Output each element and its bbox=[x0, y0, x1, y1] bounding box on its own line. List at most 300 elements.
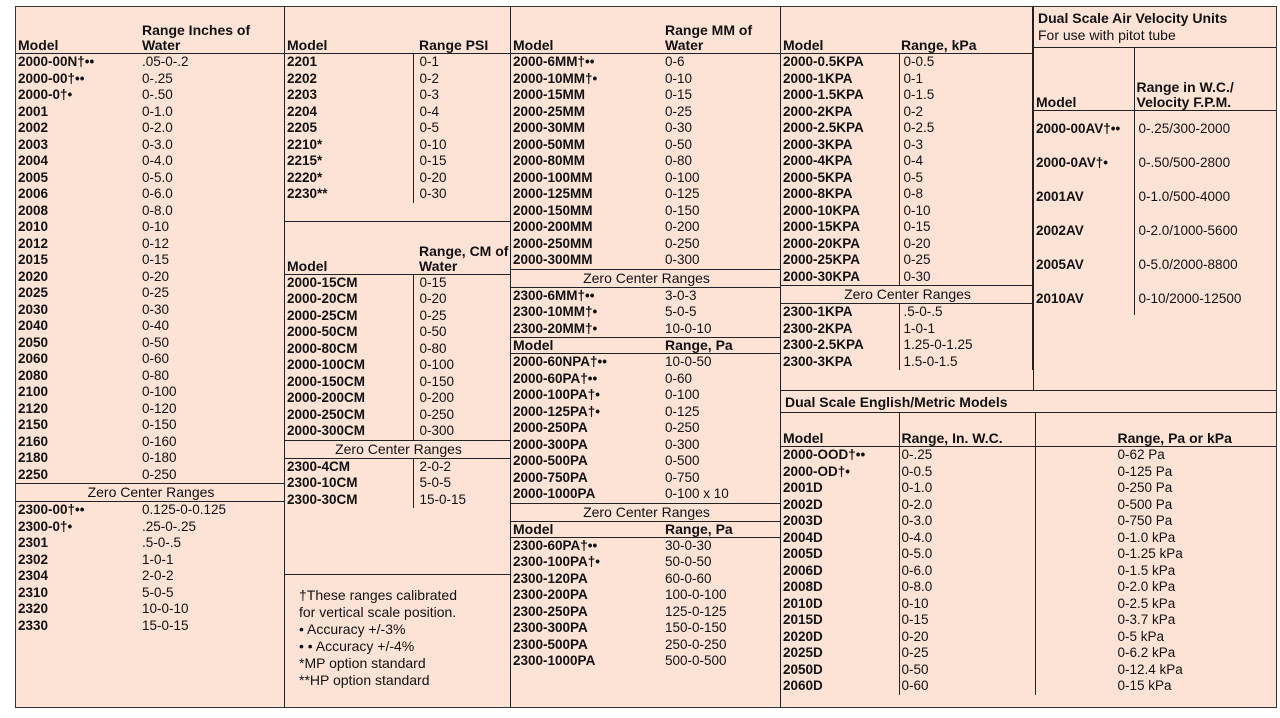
mm-pa-section bbox=[511, 7, 781, 707]
model-cell: 2006D bbox=[781, 563, 899, 580]
model-cell: 2100 bbox=[18, 384, 49, 399]
psi-cm-section bbox=[285, 7, 511, 707]
table-header bbox=[511, 7, 780, 54]
range-cell: 0-200 bbox=[419, 390, 455, 405]
model-cell: 2000-00N†•• bbox=[18, 54, 95, 69]
model-cell: 2000-30KPA bbox=[781, 269, 899, 286]
model-cell: 2005 bbox=[18, 169, 49, 185]
model-cell: 2000-20KPA bbox=[781, 236, 899, 253]
model-cell: 2002AV bbox=[1034, 213, 1134, 247]
model-cell: 2000-125PA†• bbox=[513, 403, 601, 419]
range-cell: 0-80 bbox=[665, 153, 693, 168]
model-cell: 2000-250CM bbox=[285, 407, 413, 424]
range-cell: 0-62 Pa bbox=[1117, 447, 1165, 462]
table-row bbox=[781, 252, 1033, 269]
model-cell: 2030 bbox=[18, 301, 49, 317]
range-cell: 0-1.5 bbox=[903, 87, 935, 102]
air-velocity-subtitle: For use with pitot tube bbox=[1034, 27, 1276, 48]
model-cell: 2040 bbox=[18, 318, 49, 333]
model-cell: 2180 bbox=[18, 450, 49, 465]
model-cell: 2000-1KPA bbox=[781, 71, 899, 88]
table-row bbox=[511, 104, 780, 121]
range-cell: 0-5.0 bbox=[899, 546, 1035, 563]
table-row bbox=[16, 467, 284, 484]
range-cell: 0-0.5 bbox=[899, 464, 1035, 481]
footnote: *MP option standard bbox=[299, 655, 426, 671]
model-cell: 2000-30MM bbox=[513, 120, 586, 135]
model-cell: 2000-250MM bbox=[513, 235, 593, 251]
range-cell: 0-6.0 bbox=[142, 186, 173, 201]
model-cell: 2204 bbox=[285, 104, 413, 121]
range-cell: 0-100 bbox=[665, 169, 700, 185]
model-cell: 2300-2KPA bbox=[781, 321, 899, 338]
model-cell: 2000-15KPA bbox=[781, 219, 899, 236]
table-row bbox=[781, 662, 1276, 679]
model-header: Model bbox=[511, 521, 663, 537]
table-row bbox=[781, 513, 1276, 530]
model-cell: 2215* bbox=[285, 153, 413, 170]
model-cell: 2080 bbox=[18, 367, 49, 383]
range-cell: 10-0-10 bbox=[142, 601, 189, 616]
model-cell: 2050D bbox=[781, 662, 899, 679]
table-row bbox=[16, 351, 284, 368]
range-cell: 0-3.7 kPa bbox=[1117, 612, 1176, 627]
table-row bbox=[511, 604, 780, 621]
model-cell: 2025 bbox=[18, 285, 49, 300]
range-cell: 0-.50 bbox=[142, 87, 173, 102]
table-row bbox=[16, 401, 284, 418]
range-cell: 0-10 bbox=[142, 219, 170, 234]
range-header: Range, Pa bbox=[663, 521, 780, 537]
range-cell: 0-15 bbox=[142, 252, 170, 267]
range-cell: 0-60 bbox=[899, 678, 1035, 695]
range-cell: 0-6.2 kPa bbox=[1117, 645, 1176, 660]
range-cell: .05-0-.2 bbox=[142, 54, 189, 69]
table-row bbox=[511, 252, 780, 269]
zero-center-label: Zero Center Ranges bbox=[511, 503, 780, 521]
range-cell: 0-1.0 bbox=[142, 103, 173, 119]
model-cell: 2000-50CM bbox=[285, 324, 413, 341]
range-cell: 0-4 bbox=[903, 153, 924, 168]
model-header: Model bbox=[16, 7, 128, 54]
range-header: Range, Pa bbox=[663, 338, 780, 354]
range-cell: 0-3 bbox=[903, 136, 924, 152]
model-cell: 2300-200PA bbox=[513, 587, 588, 602]
model-cell: 2010D bbox=[781, 596, 899, 613]
range-cell: 0-2.0 bbox=[142, 120, 173, 135]
table-row bbox=[781, 480, 1276, 497]
range-cell: 0-0.5 bbox=[903, 54, 935, 69]
table-row bbox=[511, 470, 780, 487]
range-cell: 0-5 bbox=[419, 120, 440, 135]
range-cell: 0-125 bbox=[665, 403, 700, 419]
table-row bbox=[16, 417, 284, 434]
range-cell: 0-3 bbox=[419, 87, 440, 102]
range-pa-header: Range, Pa or kPa bbox=[1035, 413, 1276, 447]
range-cell: 0-250 Pa bbox=[1117, 480, 1173, 495]
range-cell: 50-0-50 bbox=[665, 554, 712, 569]
model-cell: 2060D bbox=[781, 678, 899, 695]
range-cell: 0-10 bbox=[419, 136, 447, 152]
table-row bbox=[511, 387, 780, 404]
range-cell: 0-60 bbox=[142, 351, 170, 366]
range-cell: 30-0-30 bbox=[665, 537, 712, 553]
table-row bbox=[511, 71, 780, 88]
model-cell: 2000-1.5KPA bbox=[781, 87, 899, 104]
model-cell: 2000-25MM bbox=[513, 103, 586, 119]
model-cell: 2005AV bbox=[1034, 247, 1134, 281]
table-row bbox=[781, 269, 1033, 286]
model-cell: 2000-25CM bbox=[285, 308, 413, 325]
model-cell: 2000-300CM bbox=[285, 423, 413, 440]
table-row bbox=[781, 530, 1276, 547]
model-cell: 2301 bbox=[18, 535, 49, 550]
range-cell: 0-8.0 bbox=[142, 202, 173, 218]
footnote: **HP option standard bbox=[299, 672, 430, 688]
table-row bbox=[285, 423, 510, 440]
model-cell: 2000-100PA†• bbox=[513, 387, 601, 402]
model-cell: 2000-150MM bbox=[513, 202, 593, 218]
range-cell: 0-100 x 10 bbox=[665, 486, 729, 501]
model-cell: 2050 bbox=[18, 334, 49, 350]
model-cell: 2000-60PA†•• bbox=[513, 370, 598, 386]
model-header: Model bbox=[781, 7, 899, 54]
table-row bbox=[285, 458, 510, 475]
table-row bbox=[781, 629, 1276, 646]
table-row bbox=[16, 153, 284, 170]
range-cell: 0-50 bbox=[899, 662, 1035, 679]
table-row bbox=[16, 384, 284, 401]
range-cell: 0-750 Pa bbox=[1117, 513, 1173, 528]
table-row bbox=[511, 404, 780, 421]
range-cell: 5-0-5 bbox=[665, 304, 697, 319]
model-cell: 2300-10CM bbox=[285, 475, 413, 492]
table-row bbox=[781, 337, 1033, 354]
table-header bbox=[781, 7, 1033, 54]
table-row bbox=[511, 571, 780, 588]
range-cell: 0-.25 bbox=[142, 70, 173, 86]
table-row bbox=[285, 104, 510, 121]
model-cell: 2000-200MM bbox=[513, 219, 593, 234]
kpa-table bbox=[781, 7, 1033, 370]
table-row bbox=[781, 104, 1033, 121]
table-row bbox=[511, 537, 780, 554]
table-header bbox=[16, 7, 284, 54]
range-cell: 0-20 bbox=[899, 629, 1035, 646]
range-in-header: Range, In. W.C. bbox=[899, 413, 1035, 447]
table-row bbox=[511, 653, 780, 670]
table-row bbox=[16, 302, 284, 319]
model-cell: 2008 bbox=[18, 202, 49, 218]
table-row bbox=[285, 71, 510, 88]
table-row bbox=[511, 219, 780, 236]
table-row bbox=[16, 137, 284, 154]
model-cell: 2203 bbox=[285, 87, 413, 104]
table-row bbox=[511, 354, 780, 371]
table-row bbox=[511, 486, 780, 503]
range-cell: 0-50 bbox=[142, 334, 170, 350]
range-header: Range in W.C./ Velocity F.P.M. bbox=[1134, 48, 1276, 111]
range-cell: 0-60 bbox=[665, 370, 693, 386]
table-row bbox=[511, 153, 780, 170]
range-cell: 15-0-15 bbox=[419, 491, 467, 507]
model-cell: 2302 bbox=[18, 551, 49, 567]
table-row bbox=[511, 287, 780, 304]
cm-table-header bbox=[285, 221, 510, 274]
model-cell: 2000-2.5KPA bbox=[781, 120, 899, 137]
table-row bbox=[511, 437, 780, 454]
table-row bbox=[16, 104, 284, 121]
table-row bbox=[511, 203, 780, 220]
range-cell: 0-3.0 bbox=[142, 136, 173, 152]
range-cell: 0-2.5 kPa bbox=[1117, 595, 1176, 611]
range-cell: 0-200 bbox=[665, 219, 700, 234]
range-cell: 0-1.0 kPa bbox=[1117, 529, 1176, 545]
range-cell: 0-100 bbox=[142, 384, 177, 399]
model-cell: 2001AV bbox=[1034, 179, 1134, 213]
range-cell: 0.125-0-0.125 bbox=[142, 502, 227, 517]
footnote: †These ranges calibrated bbox=[299, 587, 457, 603]
range-cell: 0-1 bbox=[419, 54, 440, 69]
model-cell: 2300-1000PA bbox=[513, 653, 596, 668]
range-cell: 1.5-0-1.5 bbox=[903, 353, 958, 369]
table-row bbox=[1034, 145, 1276, 179]
table-row bbox=[16, 170, 284, 187]
table-row bbox=[16, 618, 284, 635]
range-cell: 0-4.0 bbox=[899, 530, 1035, 547]
psi-table bbox=[285, 7, 510, 508]
table-row bbox=[781, 321, 1033, 338]
table-row bbox=[285, 357, 510, 374]
table-row bbox=[511, 620, 780, 637]
range-cell: 0-25 bbox=[142, 285, 170, 300]
model-cell: 2250 bbox=[18, 466, 49, 482]
model-cell: 2000-20CM bbox=[285, 291, 413, 308]
range-cell: 1-0-1 bbox=[903, 320, 936, 336]
range-cell: 0-5 bbox=[903, 169, 924, 185]
table-row bbox=[781, 678, 1276, 695]
table-row bbox=[781, 304, 1033, 321]
model-cell: 2004D bbox=[781, 530, 899, 547]
range-cell: 0-1.0/500-4000 bbox=[1138, 188, 1231, 204]
range-cell: 0-20 bbox=[142, 268, 170, 284]
table-row bbox=[285, 87, 510, 104]
range-cell: 0-25 bbox=[899, 645, 1035, 662]
table-row bbox=[16, 568, 284, 585]
range-cell: 0-12.4 kPa bbox=[1117, 661, 1183, 677]
table-row bbox=[285, 475, 510, 492]
model-cell: 2002D bbox=[781, 497, 899, 514]
range-cell: 0-4.0 bbox=[142, 153, 173, 168]
range-header: Range, kPa bbox=[899, 7, 1033, 54]
range-cell: 0-120 bbox=[142, 400, 177, 416]
air-velocity-title: Dual Scale Air Velocity Units bbox=[1038, 10, 1228, 26]
model-cell: 2205 bbox=[285, 120, 413, 137]
model-cell: 2320 bbox=[18, 601, 49, 616]
table-row bbox=[16, 601, 284, 618]
inches-water-section bbox=[16, 7, 285, 707]
model-header: Model bbox=[511, 338, 663, 354]
table-row bbox=[285, 390, 510, 407]
range-cell: 0-10/2000-12500 bbox=[1138, 290, 1242, 306]
range-cell: 0-25 bbox=[419, 307, 447, 323]
model-cell: 2300-250PA bbox=[513, 603, 588, 619]
model-cell: 2000-25KPA bbox=[781, 252, 899, 269]
range-cell: 0-1.0 bbox=[899, 480, 1035, 497]
model-cell: 2010 bbox=[18, 219, 49, 234]
range-cell: 1-0-1 bbox=[142, 551, 174, 567]
model-cell: 2300-6MM†•• bbox=[513, 287, 595, 303]
range-cell: 0-750 bbox=[665, 469, 700, 485]
model-cell: 2000-0AV†• bbox=[1034, 145, 1134, 179]
range-cell: 0-50 bbox=[419, 324, 447, 339]
table-row bbox=[511, 321, 780, 338]
range-cell: 0-20 bbox=[903, 235, 931, 251]
range-cell: 0-20 bbox=[419, 291, 447, 306]
table-row bbox=[781, 596, 1276, 613]
table-row bbox=[781, 203, 1033, 220]
model-cell: 2000-OOD†•• bbox=[781, 447, 899, 464]
range-cell: 0-125 Pa bbox=[1117, 463, 1173, 479]
range-cell: 60-0-60 bbox=[665, 570, 712, 586]
model-cell: 2000-750PA bbox=[513, 469, 588, 485]
range-header: Range, CM of Water bbox=[413, 221, 510, 274]
range-cell: 0-25 bbox=[665, 103, 693, 119]
range-cell: 10-0-10 bbox=[665, 320, 712, 336]
model-cell: 2300-3KPA bbox=[781, 354, 899, 371]
model-cell: 2300-100PA†• bbox=[513, 554, 601, 569]
pa-zero-table-header bbox=[511, 521, 780, 537]
table-row bbox=[511, 304, 780, 321]
model-cell: 2000-5KPA bbox=[781, 170, 899, 187]
model-cell: 2020D bbox=[781, 629, 899, 646]
model-header: Model bbox=[285, 221, 413, 274]
range-cell: 5-0-5 bbox=[142, 584, 174, 600]
model-cell: 2300-4CM bbox=[285, 458, 413, 475]
table-row bbox=[285, 407, 510, 424]
model-cell: 2000-80CM bbox=[285, 341, 413, 358]
model-cell: 2300-60PA†•• bbox=[513, 537, 598, 553]
table-row bbox=[16, 252, 284, 269]
dual-scale-section bbox=[781, 390, 1276, 707]
model-cell: 2300-120PA bbox=[513, 570, 588, 586]
table-row bbox=[781, 170, 1033, 187]
model-cell: 2000-125MM bbox=[513, 186, 593, 201]
dual-scale-title: Dual Scale English/Metric Models bbox=[781, 391, 1276, 413]
table-row bbox=[781, 236, 1033, 253]
model-cell: 2000-0†• bbox=[18, 87, 73, 102]
range-cell: 0-80 bbox=[142, 367, 170, 383]
table-row bbox=[781, 186, 1033, 203]
model-cell: 2201 bbox=[285, 54, 413, 71]
table-row bbox=[16, 285, 284, 302]
model-cell: 2230** bbox=[285, 186, 413, 203]
range-cell: 0-150 bbox=[419, 373, 455, 389]
table-row bbox=[781, 71, 1033, 88]
table-row bbox=[1034, 281, 1276, 315]
model-cell: 2005D bbox=[781, 546, 899, 563]
range-cell: 0-3.0 bbox=[899, 513, 1035, 530]
range-cell: 0-12 bbox=[142, 235, 170, 251]
range-cell: 0-80 bbox=[419, 340, 447, 356]
model-cell: 2006 bbox=[18, 186, 49, 201]
table-row bbox=[16, 236, 284, 253]
model-cell: 2304 bbox=[18, 568, 49, 583]
range-cell: 0-2.5 bbox=[903, 120, 935, 135]
table-row bbox=[511, 587, 780, 604]
table-header bbox=[285, 7, 510, 54]
table-row bbox=[781, 354, 1033, 371]
model-cell: 2300-20MM†• bbox=[513, 320, 598, 336]
range-cell: 0-1.5 kPa bbox=[1117, 562, 1176, 578]
model-header: Model bbox=[285, 7, 413, 54]
table-row bbox=[285, 120, 510, 137]
dual-scale-table bbox=[781, 413, 1276, 695]
range-cell: 0-40 bbox=[142, 318, 170, 333]
table-row bbox=[1034, 179, 1276, 213]
model-cell: 2300-30CM bbox=[285, 492, 413, 509]
model-cell: 2000-8KPA bbox=[781, 186, 899, 203]
range-cell: 0-2.0/1000-5600 bbox=[1138, 222, 1238, 238]
range-cell: 150-0-150 bbox=[665, 620, 727, 635]
table-row bbox=[285, 374, 510, 391]
model-cell: 2000-150CM bbox=[285, 374, 413, 391]
table-row bbox=[781, 54, 1033, 71]
model-cell: 2300-00†•• bbox=[18, 502, 85, 517]
model-cell: 2000-00AV†•• bbox=[1034, 111, 1134, 146]
range-cell: .25-0-.25 bbox=[142, 518, 197, 534]
inches-water-table bbox=[16, 7, 284, 634]
model-cell: 2202 bbox=[285, 71, 413, 88]
table-row bbox=[16, 535, 284, 552]
range-cell: 0-180 bbox=[142, 450, 177, 465]
range-cell: 0-250 bbox=[142, 466, 177, 482]
range-cell: 0-150 bbox=[142, 417, 177, 432]
zero-center-label: Zero Center Ranges bbox=[781, 286, 1033, 304]
table-row bbox=[16, 450, 284, 467]
range-cell: 0-5.0/2000-8800 bbox=[1138, 256, 1238, 272]
model-cell: 2004 bbox=[18, 153, 49, 168]
table-row bbox=[781, 137, 1033, 154]
table-row bbox=[781, 497, 1276, 514]
model-cell: 2000-15MM bbox=[513, 87, 586, 102]
table-row bbox=[16, 434, 284, 451]
model-cell: 2000-10KPA bbox=[781, 203, 899, 220]
range-cell: 0-1.25 kPa bbox=[1117, 546, 1183, 561]
model-cell: 2210* bbox=[285, 137, 413, 154]
table-row bbox=[511, 54, 780, 71]
model-cell: 2000-3KPA bbox=[781, 137, 899, 154]
table-row bbox=[511, 170, 780, 187]
table-row bbox=[285, 291, 510, 308]
range-cell: 0-30 bbox=[142, 301, 170, 317]
model-cell: 2330 bbox=[18, 617, 49, 633]
model-cell: 2300-1KPA bbox=[781, 304, 899, 321]
table-row bbox=[511, 371, 780, 388]
range-cell: .5-0-.5 bbox=[142, 535, 182, 550]
model-cell: 2012 bbox=[18, 235, 49, 251]
range-cell: 0-5.0 bbox=[142, 169, 173, 185]
table-row bbox=[16, 269, 284, 286]
model-cell: 2000-250PA bbox=[513, 420, 588, 435]
range-cell: 3-0-3 bbox=[665, 287, 697, 303]
table-row bbox=[781, 546, 1276, 563]
table-row bbox=[16, 552, 284, 569]
model-cell: 2000-OD†• bbox=[781, 464, 899, 481]
table-row bbox=[285, 308, 510, 325]
model-cell: 2003D bbox=[781, 513, 899, 530]
model-cell: 2000-50MM bbox=[513, 136, 586, 152]
